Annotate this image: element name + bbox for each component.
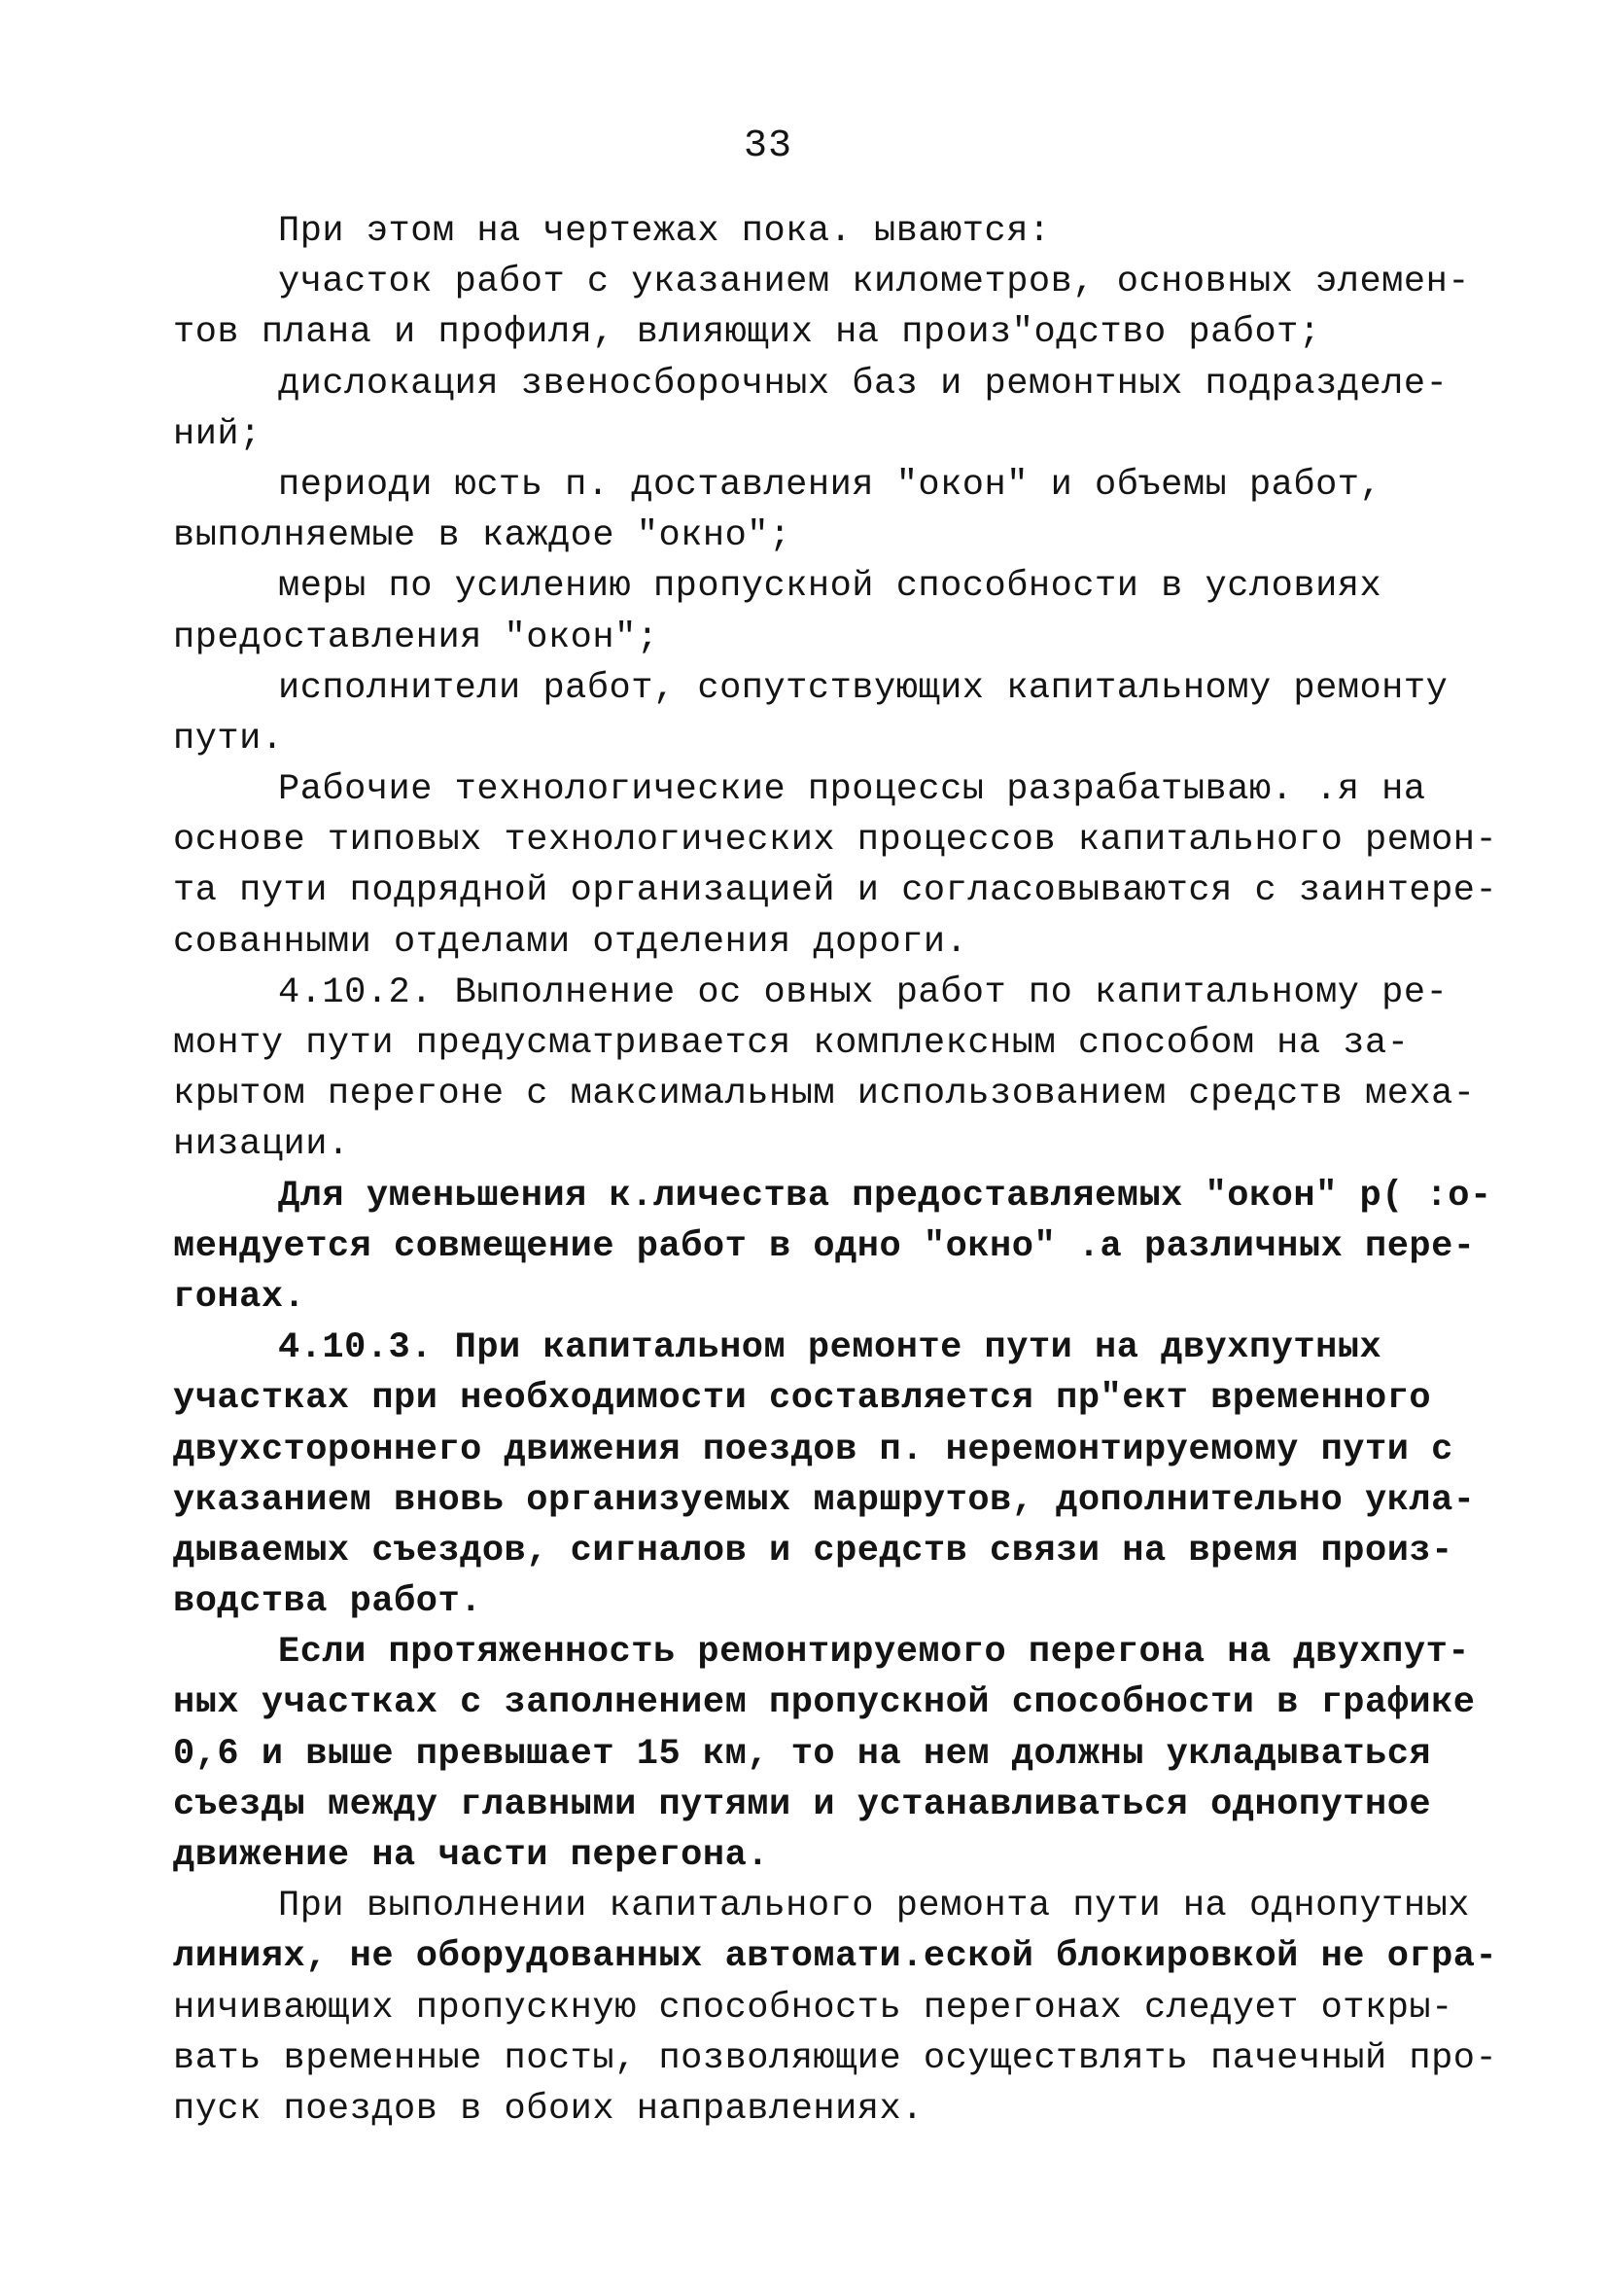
text-line: двухстороннего движения поездов п. неремонтируемому пути с [173, 1429, 1453, 1470]
text-line: монту пути предусматривается комплексным способом на за- [173, 1023, 1410, 1064]
text-line: низации. [173, 1124, 350, 1166]
text-line: ничивающих пропускную способность перегонах следует откры- [173, 1987, 1453, 2029]
text-line: 4.10.3. При капитальном ремонте пути на двухпутных [278, 1327, 1382, 1369]
text-line: 4.10.2. Выполнение ос овных работ по капитальному ре- [278, 971, 1449, 1013]
text-line: пуск поездов в обоих направлениях. [173, 2088, 924, 2130]
text-line: меры по усилению пропускной способности в условиях [278, 566, 1382, 608]
text-line: При выполнении капитального ремонта пути на однопутных [278, 1886, 1470, 1927]
text-line: тов плана и профиля, влияющих на произ"одство работ; [173, 312, 1321, 354]
text-line: Если протяженность ремонтируемого перегона на двухпут- [278, 1632, 1470, 1674]
text-line: периоди юсть п. доставления "окон" и объемы работ, [278, 464, 1382, 506]
text-line: съезды между главными путями и устанавливаться однопутное [173, 1784, 1432, 1825]
text-line: вать временные посты, позволяющие осуществлять пачечный про- [173, 2037, 1498, 2079]
text-line: 0,6 и выше превышает 15 км, то на нем должны укладываться [173, 1733, 1432, 1775]
text-line: та пути подрядной организацией и согласовываются с заинтере- [173, 870, 1498, 912]
text-line: участок работ с указанием километров, основных элемен- [278, 262, 1470, 303]
text-line: водства работ. [173, 1581, 482, 1623]
text-line: предоставления "окон"; [173, 617, 659, 658]
text-line: участках при необходимости составляется пр"ект временного [173, 1378, 1432, 1420]
page-number: 33 [743, 124, 792, 168]
text-line: движение на части перегона. [173, 1835, 769, 1876]
text-line: При этом на чертежах пока. ываются: [278, 211, 1051, 252]
body-text [173, 206, 1498, 2135]
text-line: дываемых съездов, сигналов и средств связи на время произ- [173, 1530, 1453, 1572]
text-line: гонах. [173, 1276, 306, 1318]
text-line: ных участках с заполнением пропускной способности в графике [173, 1682, 1476, 1724]
text-line: дислокация звеносборочных баз и ремонтных подразделе- [278, 363, 1449, 405]
text-line: исполнители работ, сопутствующих капитальному ремонту [278, 667, 1449, 709]
text-line: выполняемые в каждое "окно"; [173, 515, 791, 557]
text-line: мендуется совмещение работ в одно "окно" .а различных пере- [173, 1225, 1476, 1267]
text-line: Для уменьшения к.личества предоставляемых "окон" р( :о- [278, 1175, 1492, 1217]
text-line: пути. [173, 718, 284, 759]
text-line: Рабочие технологические процессы разрабатываю. .я на [278, 769, 1426, 811]
text-line: крытом перегоне с максимальным использованием средств меха- [173, 1074, 1476, 1115]
text-line: ний; [173, 413, 262, 455]
text-line: сованными отделами отделения дороги. [173, 921, 968, 963]
text-line: основе типовых технологических процессов капитального ремон- [173, 820, 1498, 862]
text-line: линиях, не оборудованных автомати.еской блокировкой не огра- [173, 1936, 1498, 1978]
text-line: указанием вновь организуемых маршрутов, дополнительно укла- [173, 1479, 1476, 1521]
